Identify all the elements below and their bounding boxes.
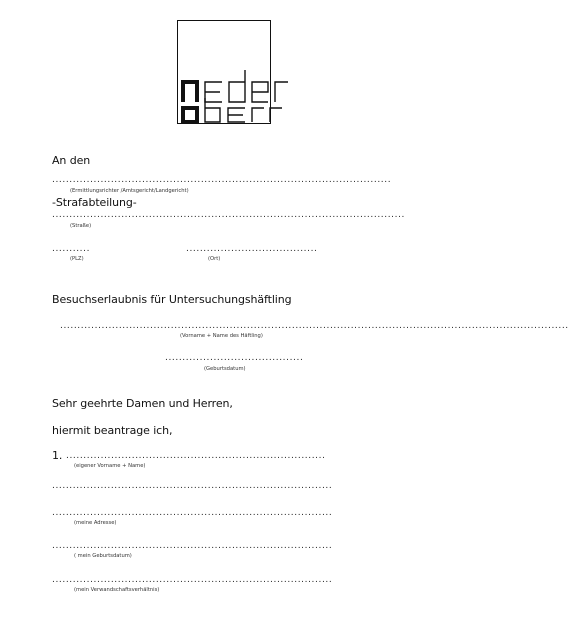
street-caption: (Straße) <box>70 223 92 229</box>
extra-input-line[interactable]: ................................................................................. <box>52 481 333 491</box>
own-dob-input-line[interactable]: ................................................................................. <box>52 541 333 551</box>
ort-caption: (Ort) <box>208 256 221 262</box>
relationship-caption: (mein Verwandschaftsverhältnis) <box>74 587 160 593</box>
street-input-line[interactable]: ...................................................................................................... <box>52 210 406 220</box>
court-input-line[interactable]: .................................................................................................. <box>52 175 392 185</box>
own-name-caption: (eigener Vorname + Name) <box>74 463 146 469</box>
court-caption: (Ermittlungsrichter /Amtsgericht/Landgericht) <box>70 188 189 194</box>
inmate-dob-caption: (Geburtsdatum) <box>204 366 246 372</box>
intro-line: hiermit beantrage ich, <box>52 424 173 437</box>
department-label: -Strafabteilung- <box>52 196 137 209</box>
salutation-line: An den <box>52 154 91 167</box>
relationship-input-line[interactable]: ................................................................................. <box>52 575 333 585</box>
address-input-line[interactable]: ................................................................................. <box>52 508 333 518</box>
ort-input-line[interactable]: ...................................... <box>186 244 318 254</box>
greeting-line: Sehr geehrte Damen und Herren, <box>52 397 233 410</box>
address-caption: (meine Adresse) <box>74 520 117 526</box>
plz-input-line[interactable]: ........... <box>52 244 91 254</box>
own-dob-caption: ( mein Geburtsdatum) <box>74 553 132 559</box>
own-name-input-line[interactable]: ........................................................................... <box>66 451 326 461</box>
neder-oberr-logo <box>150 20 400 130</box>
plz-caption: (PLZ) <box>70 256 84 262</box>
svg-text:nEder: nEder <box>150 20 153 21</box>
subject-title: Besuchserlaubnis für Untersuchungshäftling <box>52 293 292 306</box>
inmate-name-caption: (Vorname + Name des Häftling) <box>180 333 263 339</box>
inmate-dob-input-line[interactable]: ........................................ <box>165 353 304 363</box>
inmate-name-input-line[interactable]: ................................................................................................................................................... <box>60 321 569 331</box>
item-number: 1. <box>52 449 63 462</box>
